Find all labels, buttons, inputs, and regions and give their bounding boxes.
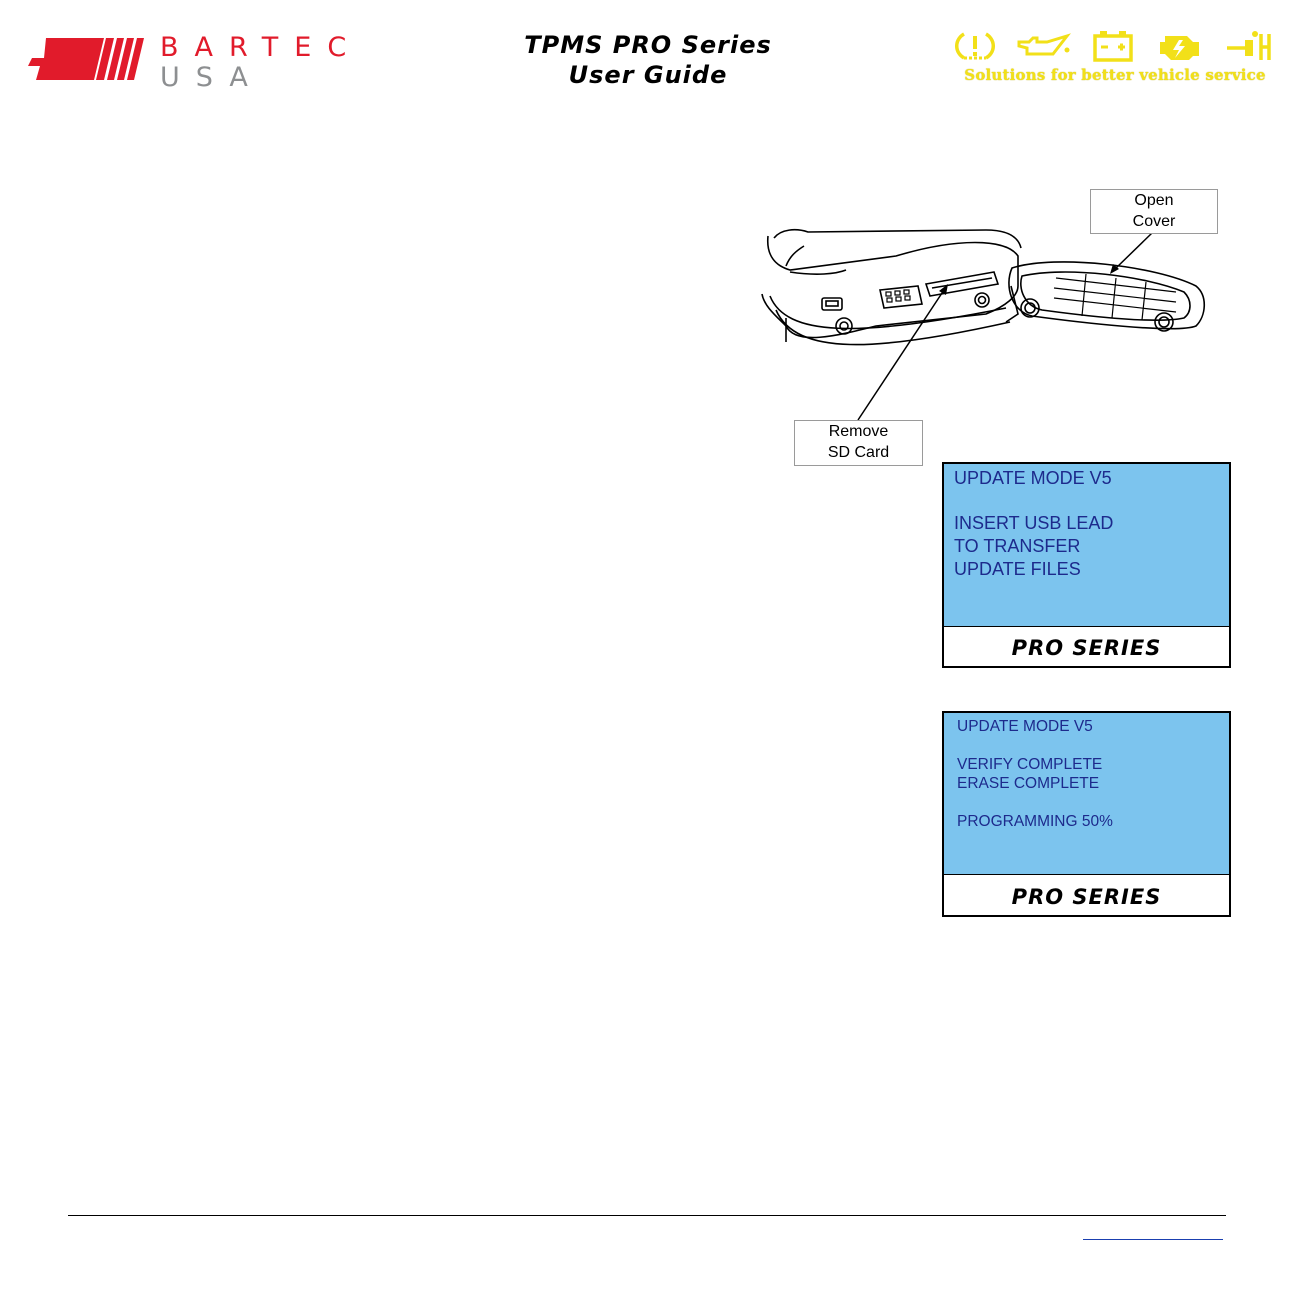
lcd-line: TO TRANSFER	[954, 536, 1081, 556]
open-cover-callout	[1090, 189, 1218, 234]
pro-series-logo: PRO SERIES	[1011, 636, 1162, 660]
lcd-display	[944, 464, 1229, 627]
callout-open-line-1: Open	[1134, 192, 1174, 209]
bartec-stripes-icon	[28, 32, 158, 88]
footer-divider	[68, 1215, 1226, 1216]
tool-base-illustration	[756, 226, 1216, 376]
footer-link[interactable]	[1083, 1239, 1223, 1240]
lcd-screen-update-mode	[942, 462, 1231, 668]
tagline: Solutions for better vehicle service	[964, 66, 1266, 84]
title-line-2: User Guide	[568, 61, 728, 89]
lcd-screen-programming	[942, 711, 1231, 917]
pro-series-logo: PRO SERIES	[1011, 885, 1162, 909]
lcd-line: VERIFY COMPLETE	[957, 756, 1103, 773]
battery-icon	[1091, 28, 1135, 64]
lcd-display	[944, 713, 1229, 875]
remove-sd-card-callout	[794, 420, 923, 466]
service-icons	[955, 28, 1275, 88]
lcd-line: INSERT USB LEAD	[954, 513, 1114, 533]
document-title	[470, 30, 826, 90]
title-line-1: TPMS PRO Series	[524, 31, 772, 59]
callout-open-line-2: Cover	[1132, 213, 1176, 230]
lcd-line: UPDATE MODE V5	[954, 468, 1112, 488]
callout-sd-line-1: Remove	[828, 423, 889, 440]
sensor-tool-icon	[1225, 28, 1275, 64]
bartec-usa-logo	[28, 32, 363, 93]
lcd-line: PROGRAMMING 50%	[957, 813, 1113, 830]
brand-name: BARTEC	[160, 32, 363, 63]
oil-can-icon	[1015, 28, 1071, 64]
engine-icon	[1157, 28, 1205, 64]
brand-region: USA	[160, 62, 264, 93]
lcd-line: UPDATE MODE V5	[957, 718, 1093, 735]
callout-sd-line-2: SD Card	[827, 444, 890, 461]
lcd-line: ERASE COMPLETE	[957, 775, 1100, 792]
lcd-line: UPDATE FILES	[954, 559, 1081, 579]
tpms-warning-icon	[955, 28, 995, 64]
